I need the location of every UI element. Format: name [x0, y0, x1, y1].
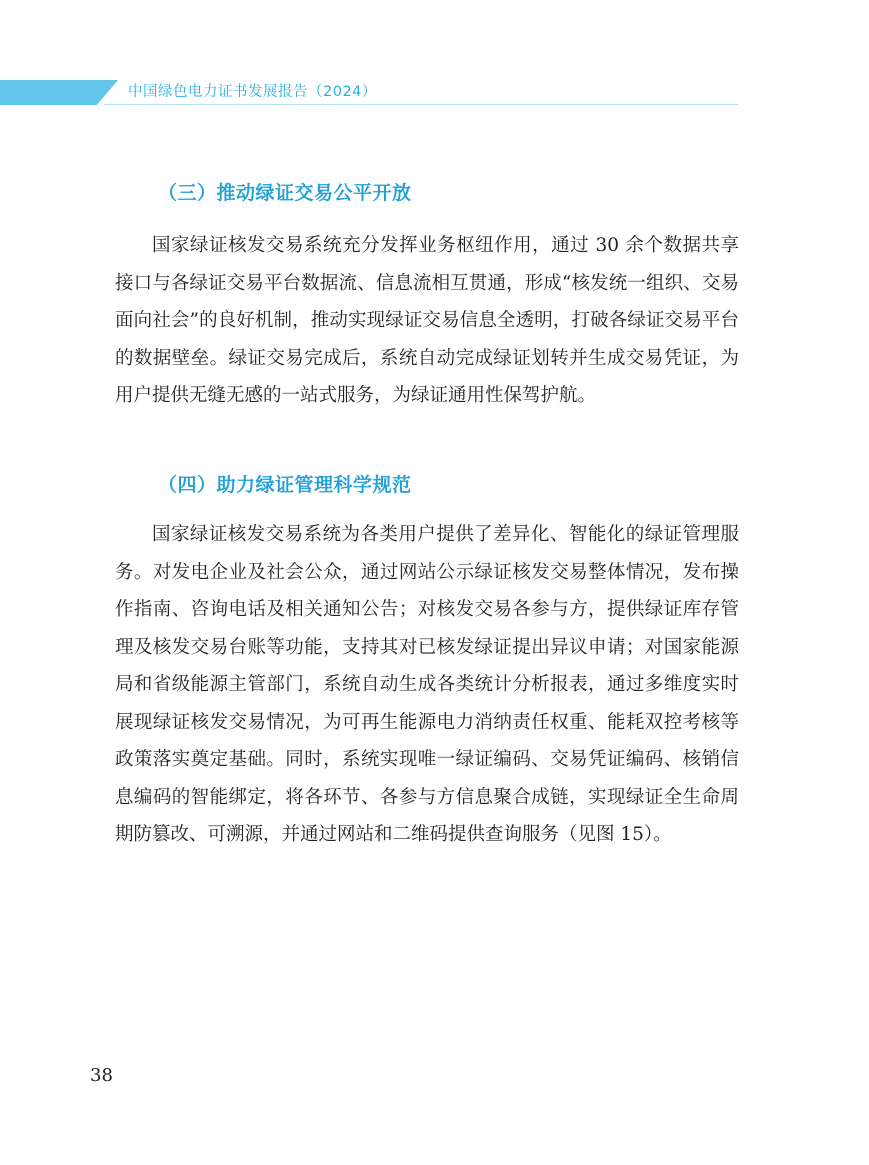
header-accent-band [0, 80, 118, 105]
page-number: 38 [90, 1065, 113, 1086]
running-header-title: 中国绿色电力证书发展报告（2024） [128, 84, 377, 100]
section-4-paragraph: 国家绿证核发交易系统为各类用户提供了差异化、智能化的绿证管理服务。对发电企业及社会公众，通过网站公示绿证核发交易整体情况，发布操作指南、咨询电话及相关通知公告；对核发交易各参与方，提供绿证库存管理及核发交易台账等功能，支持其对已核发绿证提出异议申请；对国家能源局和省级能源主管部门，系统自动生成各类统计分析报表，通过多维度实时展现绿证核发交易情况，为可再生能源电力消纳责任权重、能耗双控考核等政策落实奠定基础。同时，系统实现唯一绿证编码、交易凭证编码、核销信息编码的智能绑定，将各环节、各参与方信息聚合成链，实现绿证全生命周期防篡改、可溯源，并通过网站和二维码提供查询服务（见图 15）。 [115, 524, 739, 845]
header-divider [104, 104, 738, 105]
section-heading-4: （四）助力绿证管理科学规范 [158, 474, 412, 496]
section-heading-3: （三）推动绿证交易公平开放 [158, 182, 412, 204]
section-3-paragraph: 国家绿证核发交易系统充分发挥业务枢纽作用，通过 30 余个数据共享接口与各绿证交易平台数据流、信息流相互贯通，形成“核发统一组织、交易面向社会”的良好机制，推动实现绿证交易信息全透明，打破各绿证交易平台的数据壁垒。绿证交易完成后，系统自动完成绿证划转并生成交易凭证，为用户提供无缝无感的一站式服务，为绿证通用性保驾护航。 [115, 235, 739, 406]
